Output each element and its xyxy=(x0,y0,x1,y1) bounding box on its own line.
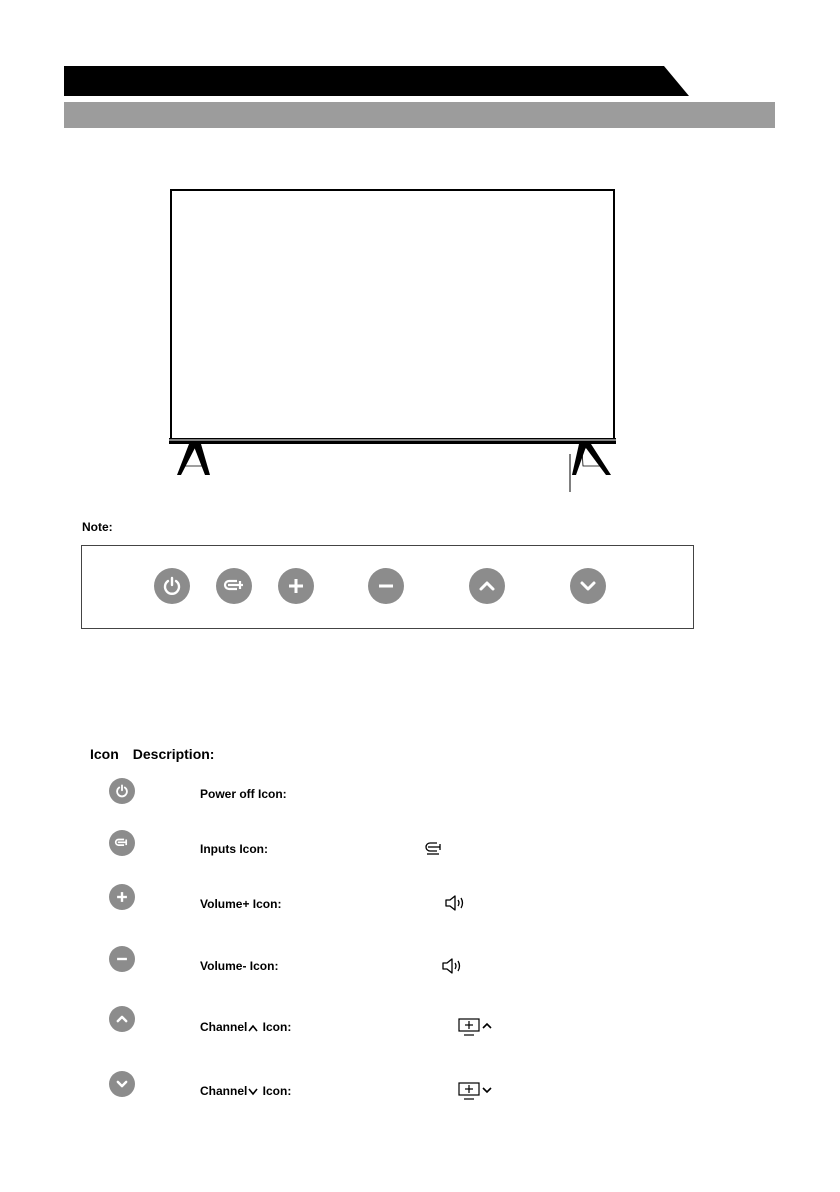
input-source-icon xyxy=(114,836,130,850)
speaker-icon xyxy=(441,957,463,980)
chevron-up-icon xyxy=(115,1012,129,1026)
minus-icon xyxy=(115,952,129,966)
desc-label-power: Power off Icon: xyxy=(200,787,287,801)
control-panel xyxy=(81,545,694,629)
desc-label-volume-down: Volume- Icon: xyxy=(200,959,279,973)
desc-label-inputs: Inputs Icon: xyxy=(200,842,268,856)
inputs-button[interactable] xyxy=(216,568,252,604)
desc-label-channel-down xyxy=(200,1084,291,1099)
power-icon xyxy=(162,576,182,596)
minus-icon xyxy=(376,576,396,596)
tv-bezel xyxy=(169,438,616,444)
icon-column-header: Icon xyxy=(90,746,119,762)
input-symbol-icon xyxy=(425,841,445,860)
tv-illustration xyxy=(163,186,623,496)
chevron-down-icon xyxy=(578,576,598,596)
desc-label-volume-up: Volume+ Icon: xyxy=(200,897,282,911)
desc-volume-up-icon-badge xyxy=(109,884,135,910)
section-subheader-bar xyxy=(64,102,775,128)
desc-inputs-icon-badge xyxy=(109,830,135,856)
channel-down-button[interactable] xyxy=(570,568,606,604)
description-header xyxy=(90,746,228,762)
desc-power-icon-badge xyxy=(109,778,135,804)
power-button[interactable] xyxy=(154,568,190,604)
chevron-up-icon xyxy=(477,576,497,596)
channel-up-button[interactable] xyxy=(469,568,505,604)
desc-channel-down-icon-badge xyxy=(109,1071,135,1097)
desc-label-channel-up xyxy=(200,1020,291,1035)
channel-down-symbol-icon xyxy=(458,1081,496,1106)
desc-label-channel-up-prefix: Channel xyxy=(200,1020,248,1034)
power-icon xyxy=(115,784,129,798)
description-column-header: Description: xyxy=(132,746,215,762)
desc-label-channel-up-suffix: Icon: xyxy=(259,1020,292,1034)
plus-icon xyxy=(115,890,129,904)
tv-screen xyxy=(171,190,614,440)
desc-volume-down-icon-badge xyxy=(109,946,135,972)
desc-label-channel-down-prefix: Channel xyxy=(200,1084,248,1098)
plus-icon xyxy=(286,576,306,596)
tv-stand-right xyxy=(572,444,611,475)
tv-stand-left xyxy=(177,444,210,475)
small-chevron-up-icon xyxy=(248,1021,258,1035)
small-chevron-down-icon xyxy=(248,1085,258,1099)
desc-label-channel-down-suffix: Icon: xyxy=(259,1084,292,1098)
section-header-bar xyxy=(64,66,689,96)
note-label: Note: xyxy=(82,520,113,534)
input-source-icon xyxy=(223,576,245,596)
desc-channel-up-icon-badge xyxy=(109,1006,135,1032)
chevron-down-icon xyxy=(115,1077,129,1091)
channel-up-symbol-icon xyxy=(458,1017,496,1042)
volume-up-button[interactable] xyxy=(278,568,314,604)
speaker-icon xyxy=(444,894,466,917)
volume-down-button[interactable] xyxy=(368,568,404,604)
